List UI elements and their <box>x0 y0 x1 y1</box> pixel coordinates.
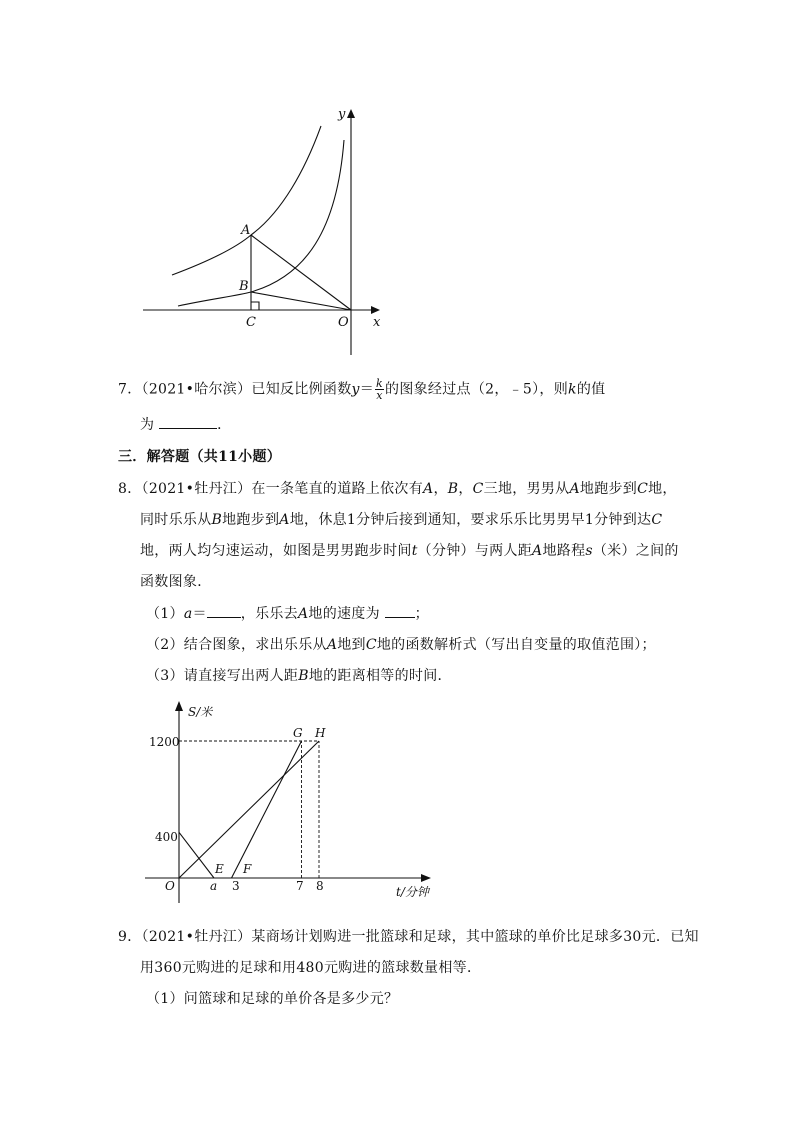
chart-x-label: t/分钟 <box>396 885 429 899</box>
curve-lower <box>178 140 344 306</box>
q8-line2: 同时乐乐从B地跑步到A地，休息1分钟后接到通知，要求乐乐比男男早1分钟到达C <box>140 512 663 528</box>
q8-part3: （3）请直接写出两人距B地的距离相等的时间． <box>146 668 452 684</box>
q8-source: （2021•牡丹江） <box>141 481 252 497</box>
q7-line2: 为 ． <box>140 417 232 433</box>
q8-part2: （2）结合图象，求出乐乐从A地到C地的函数解析式（写出自变量的取值范围）； <box>146 637 656 653</box>
q9-number: 9． <box>118 929 142 945</box>
section-title: 三．解答题（共11小题） <box>118 449 282 465</box>
chart-y-tick-400: 400 <box>155 830 178 844</box>
chart-x-tick-7: 7 <box>296 879 304 893</box>
q8-line4: 函数图象． <box>140 574 212 590</box>
chart-origin-label: O <box>165 879 175 893</box>
q7-source: （2021•哈尔滨） <box>141 381 252 398</box>
chart-y-tick-1200: 1200 <box>149 735 180 749</box>
figure-inverse-functions <box>130 95 400 360</box>
chart-x-tick-8: 8 <box>316 879 324 893</box>
chart-point-e: E <box>215 862 224 876</box>
chart-series-1 <box>179 832 214 878</box>
q7-line1: 7．（2021•哈尔滨）已知反比例函数y＝ $\frac{k}{x}$ 的图象经过点（2，﹣5），则k的值 <box>118 377 606 402</box>
label-a: A <box>241 223 251 238</box>
label-x: x <box>373 315 381 330</box>
chart-series-2 <box>232 741 302 878</box>
chart-series-0 <box>179 741 319 878</box>
chart-point-g: G <box>293 726 303 740</box>
q8-line1: 8．（2021•牡丹江）在一条笔直的道路上依次有A，B，C三地，男男从A地跑步到C地， <box>118 481 677 497</box>
chart-x-tick-3: 3 <box>232 879 240 893</box>
y-axis-arrow <box>347 109 355 118</box>
q8-blank-speed[interactable] <box>385 604 415 618</box>
segment-bo <box>251 292 351 310</box>
q8-line3: 地，两人均匀速运动，如图是男男跑步时间t（分钟）与两人距A地路程s（米）之间的 <box>140 543 679 559</box>
chart-y-arrow <box>175 701 183 711</box>
q9-part1: （1）问篮球和足球的单价各是多少元？ <box>146 991 399 1007</box>
label-c: C <box>246 315 256 330</box>
q9-source: （2021•牡丹江） <box>141 929 252 945</box>
label-y: y <box>338 107 346 122</box>
right-angle-mark <box>251 302 259 310</box>
curve-upper <box>172 126 321 275</box>
q9-line2: 用360元购进的足球和用480元购进的篮球数量相等． <box>140 960 482 976</box>
q7-answer-blank[interactable] <box>159 415 217 429</box>
chart-x-tick-a: a <box>210 879 218 893</box>
q8-blank-a[interactable] <box>207 604 241 618</box>
q9-line1: 9．（2021•牡丹江）某商场计划购进一批篮球和足球，其中篮球的单价比足球多30元．已知 <box>118 929 699 945</box>
x-axis-arrow <box>371 306 380 314</box>
q8-number: 8． <box>118 481 142 497</box>
distance-time-chart <box>140 695 450 910</box>
segment-ao <box>251 235 351 310</box>
chart-x-arrow <box>421 874 431 882</box>
label-b: B <box>239 279 249 294</box>
q8-part1: （1）a＝ ，乐乐去A地的速度为 ； <box>146 606 429 622</box>
q7-number: 7． <box>118 381 142 398</box>
chart-point-f: F <box>243 862 252 876</box>
chart-y-label: S/米 <box>188 705 213 719</box>
chart-point-h: H <box>315 726 326 740</box>
q7-fraction: $\frac{k}{x}$ <box>376 377 384 402</box>
label-o: O <box>338 315 349 330</box>
